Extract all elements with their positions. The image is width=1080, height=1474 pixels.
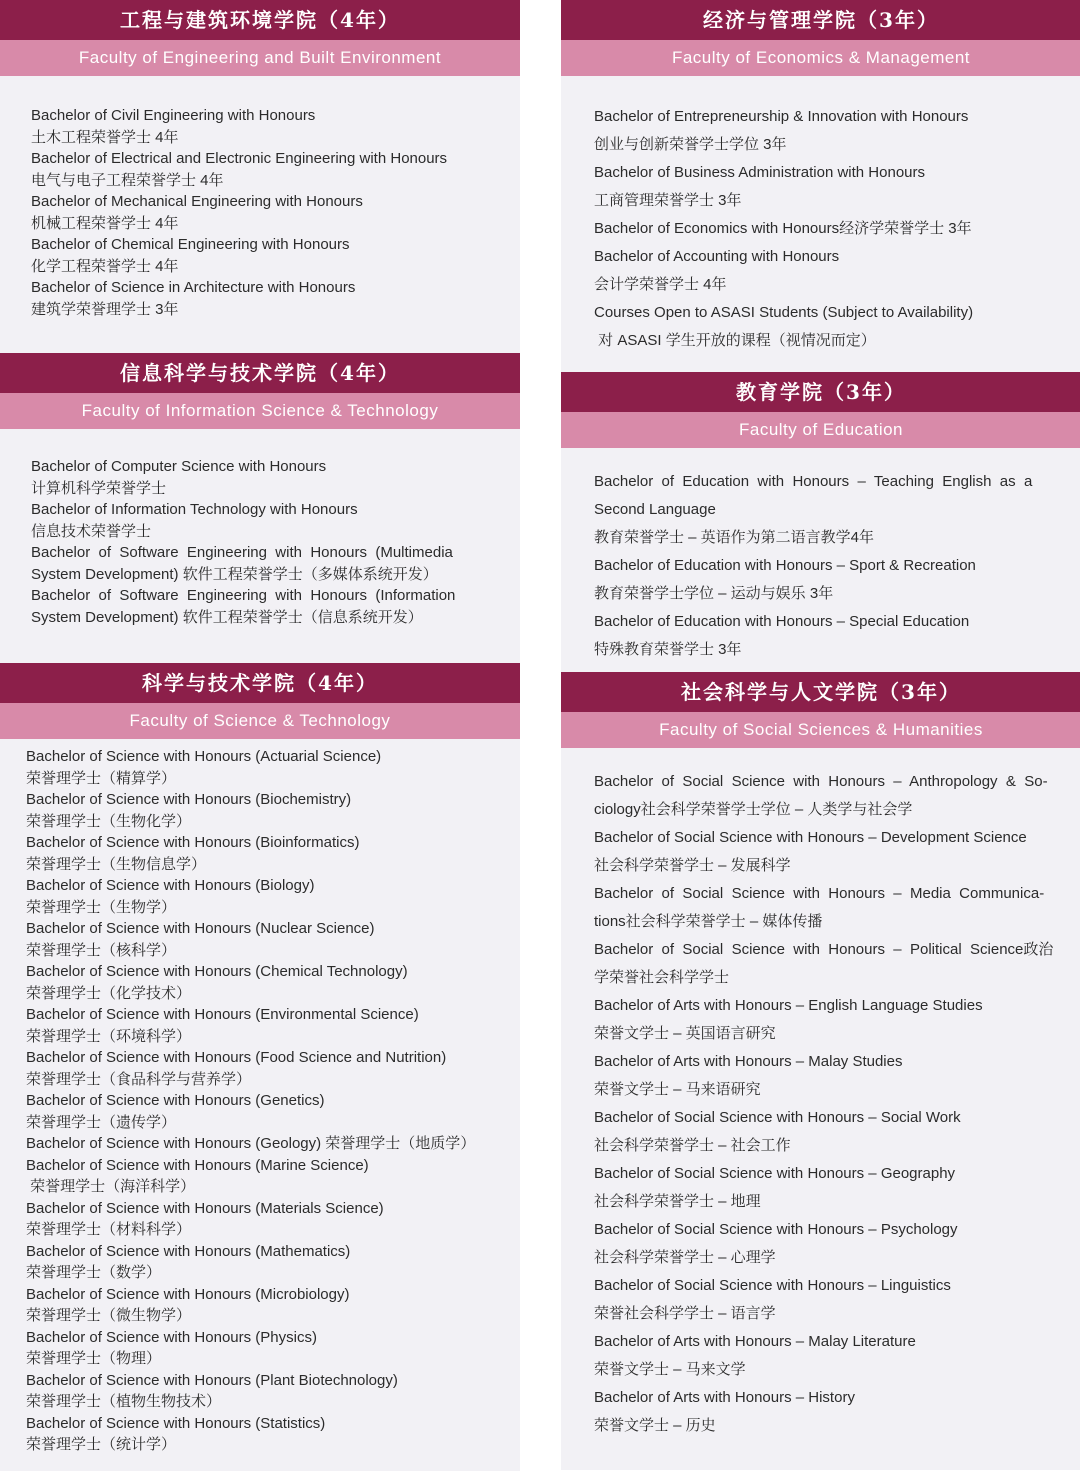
program-line: 荣誉理学士（统计学） — [26, 1436, 177, 1453]
program-line: 电气与电子工程荣誉学士 4年 — [31, 171, 224, 189]
program-line: 荣誉理学士（数学） — [26, 1264, 162, 1281]
program-line: 社会科学荣誉学士 – 地理 — [594, 1193, 761, 1210]
program-line: Bachelor of Science with Honours (Environmental Science) — [26, 1006, 419, 1023]
program-line: Bachelor of Science with Honours (Materials Science) — [26, 1199, 384, 1217]
program-line: 工商管理荣誉学士 3年 — [594, 192, 742, 209]
program-line: Bachelor of Science with Honours (Microbiology) — [26, 1285, 350, 1303]
faculty-economics-section — [561, 0, 1080, 372]
program-line: Bachelor of Science with Honours (Plant Biotechnology) — [26, 1371, 398, 1389]
program-line: Bachelor of Science with Honours (Biochemistry) — [26, 791, 352, 808]
faculty-zh-title: 工程与建筑环境学院（4年） — [0, 0, 520, 40]
program-line: System Development) 软件工程荣誉学士（信息系统开发） — [31, 608, 423, 626]
program-line: Bachelor of Science with Honours (Biology) — [26, 877, 315, 894]
program-line: Bachelor of Science with Honours (Nuclear Science) — [26, 920, 375, 937]
program-list — [0, 739, 520, 1471]
program-line: 创业与创新荣誉学士学位 3年 — [594, 136, 787, 153]
program-line: ciology社会科学荣誉学士学位 – 人类学与社会学 — [594, 801, 913, 818]
program-line: Bachelor of Social Science with Honours – Social Work — [594, 1109, 961, 1126]
program-list — [561, 748, 1080, 1470]
program-line: Bachelor of Social Science with Honours – Political Science政治 — [594, 941, 1054, 958]
faculty-science-tech-section — [0, 663, 520, 1471]
program-line: Bachelor of Education with Honours – Special Education — [594, 613, 970, 630]
faculty-en-title: Faculty of Education — [561, 412, 1080, 448]
program-line: Bachelor of Electrical and Electronic Engineering with Honours — [31, 150, 448, 167]
right-column — [561, 0, 1080, 1470]
program-line: 荣誉理学士（核科学） — [26, 941, 177, 959]
program-line: Bachelor of Science with Honours (Marine Science) — [26, 1156, 369, 1174]
program-line: 荣誉理学士（海洋科学） — [26, 1178, 196, 1195]
faculty-en-title: Faculty of Social Sciences & Humanities — [561, 712, 1080, 748]
program-line: 荣誉文学士 – 马来语研究 — [594, 1081, 761, 1098]
program-line: 社会科学荣誉学士 – 心理学 — [594, 1249, 776, 1266]
program-line: 荣誉文学士 – 英国语言研究 — [594, 1025, 776, 1042]
program-line: Bachelor of Economics with Honours经济学荣誉学士 3年 — [594, 220, 972, 237]
program-list — [561, 448, 1080, 672]
program-list — [561, 76, 1080, 372]
program-line: 荣誉社会科学学士 – 语言学 — [594, 1305, 776, 1322]
faculty-zh-title: 社会科学与人文学院（3年） — [561, 672, 1080, 712]
program-line: Bachelor of Arts with Honours – English Language Studies — [594, 997, 983, 1014]
program-line: Bachelor of Science with Honours (Bioinformatics) — [26, 834, 360, 851]
program-line: Bachelor of Science with Honours (Actuarial Science) — [26, 748, 382, 765]
program-line: 荣誉理学士（生物学） — [26, 898, 177, 916]
program-line: Bachelor of Civil Engineering with Honours — [31, 107, 316, 124]
program-line: Bachelor of Accounting with Honours — [594, 248, 840, 265]
program-line: Bachelor of Science with Honours (Mathematics) — [26, 1242, 351, 1260]
program-line: 荣誉理学士（微生物学） — [26, 1307, 192, 1324]
program-line: tions社会科学荣誉学士 – 媒体传播 — [594, 913, 823, 930]
faculty-engineering-section — [0, 0, 520, 353]
program-line: 荣誉理学士（生物信息学） — [26, 855, 207, 873]
program-line: Bachelor of Education with Honours – Teaching English as a — [594, 473, 1033, 490]
program-line: Bachelor of Arts with Honours – Malay Studies — [594, 1053, 903, 1070]
program-line: Bachelor of Entrepreneurship & Innovation with Honours — [594, 108, 969, 125]
program-line: Bachelor of Chemical Engineering with Honours — [31, 236, 350, 253]
program-line: Bachelor of Mechanical Engineering with Honours — [31, 193, 363, 210]
program-line: 对 ASASI 学生开放的课程（视情况而定） — [594, 332, 876, 349]
program-list — [0, 76, 520, 353]
faculty-en-title: Faculty of Information Science & Technology — [0, 393, 520, 429]
program-line: 教育荣誉学士 – 英语作为第二语言教学4年 — [594, 529, 875, 546]
faculty-zh-title: 科学与技术学院（4年） — [0, 663, 520, 703]
program-line: Bachelor of Computer Science with Honours — [31, 458, 327, 475]
faculty-en-title: Faculty of Science & Technology — [0, 703, 520, 739]
program-line: 荣誉理学士（植物生物技术） — [26, 1393, 222, 1410]
faculty-zh-title: 经济与管理学院（3年） — [561, 0, 1080, 40]
program-line: Bachelor of Science with Honours (Genetics) — [26, 1092, 325, 1109]
program-line: 荣誉理学士（物理） — [26, 1350, 162, 1367]
program-line: Bachelor of Science with Honours (Statistics) — [26, 1414, 326, 1432]
program-line: 荣誉理学士（环境科学） — [26, 1027, 192, 1045]
program-line: Bachelor of Arts with Honours – History — [594, 1389, 855, 1406]
program-line: Second Language — [594, 501, 716, 518]
program-line: 信息技术荣誉学士 — [31, 522, 152, 540]
program-line: Bachelor of Education with Honours – Sport & Recreation — [594, 557, 976, 574]
program-line: 土木工程荣誉学士 4年 — [31, 128, 179, 146]
program-line: 计算机科学荣誉学士 — [31, 479, 167, 497]
program-line: 荣誉理学士（遗传学） — [26, 1113, 177, 1131]
program-line: Bachelor of Social Science with Honours – Psychology — [594, 1221, 958, 1238]
program-line: System Development) 软件工程荣誉学士（多媒体系统开发） — [31, 565, 438, 583]
program-line: Bachelor of Information Technology with Honours — [31, 501, 358, 518]
program-line: Bachelor of Social Science with Honours – Media Communica- — [594, 885, 1045, 902]
faculty-zh-title: 信息科学与技术学院（4年） — [0, 353, 520, 393]
program-line: Bachelor of Arts with Honours – Malay Literature — [594, 1333, 916, 1350]
program-line: Bachelor of Social Science with Honours – Anthropology & So- — [594, 773, 1048, 790]
program-line: Bachelor of Science with Honours (Geology) 荣誉理学士（地质学） — [26, 1135, 476, 1152]
program-list — [0, 429, 520, 663]
program-line: 特殊教育荣誉学士 3年 — [594, 641, 742, 658]
program-line: 社会科学荣誉学士 – 社会工作 — [594, 1137, 791, 1154]
program-line: 荣誉理学士（生物化学） — [26, 812, 192, 830]
program-line: Bachelor of Social Science with Honours – Linguistics — [594, 1277, 951, 1294]
program-line: 机械工程荣誉学士 4年 — [31, 214, 179, 232]
program-line: Bachelor of Business Administration with Honours — [594, 164, 925, 181]
program-line: 荣誉文学士 – 马来文学 — [594, 1361, 746, 1378]
program-line: 荣誉理学士（食品科学与营养学） — [26, 1070, 252, 1088]
program-line: Bachelor of Software Engineering with Honours (Multimedia — [31, 544, 453, 561]
faculty-en-title: Faculty of Engineering and Built Environment — [0, 40, 520, 76]
program-line: Bachelor of Software Engineering with Honours (Information — [31, 587, 456, 604]
left-column — [0, 0, 520, 1471]
program-line: Bachelor of Science with Honours (Chemical Technology) — [26, 963, 408, 980]
program-line: 荣誉理学士（化学技术） — [26, 984, 192, 1002]
program-line: 荣誉理学士（精算学） — [26, 769, 177, 787]
program-line: 荣誉理学士（材料科学） — [26, 1221, 192, 1238]
program-line: 建筑学荣誉理学士 3年 — [31, 300, 179, 318]
program-line: Bachelor of Science in Architecture with Honours — [31, 279, 356, 296]
faculty-info-science-section — [0, 353, 520, 663]
program-line: 化学工程荣誉学士 4年 — [31, 257, 179, 275]
faculty-education-section — [561, 372, 1080, 672]
program-line: Bachelor of Social Science with Honours – Geography — [594, 1165, 956, 1182]
faculty-zh-title: 教育学院（3年） — [561, 372, 1080, 412]
program-line: 教育荣誉学士学位 – 运动与娱乐 3年 — [594, 585, 834, 602]
program-line: 会计学荣誉学士 4年 — [594, 276, 727, 293]
program-line: Bachelor of Social Science with Honours – Development Science — [594, 829, 1027, 846]
program-line: 荣誉文学士 – 历史 — [594, 1417, 716, 1434]
program-line: Courses Open to ASASI Students (Subject to Availability) — [594, 304, 974, 321]
program-line: 社会科学荣誉学士 – 发展科学 — [594, 857, 791, 874]
faculty-en-title: Faculty of Economics & Management — [561, 40, 1080, 76]
program-line: Bachelor of Science with Honours (Physics) — [26, 1328, 317, 1346]
program-line: 学荣誉社会科学学士 — [594, 969, 730, 986]
program-line: Bachelor of Science with Honours (Food Science and Nutrition) — [26, 1049, 447, 1066]
faculty-social-sciences-section — [561, 672, 1080, 1470]
